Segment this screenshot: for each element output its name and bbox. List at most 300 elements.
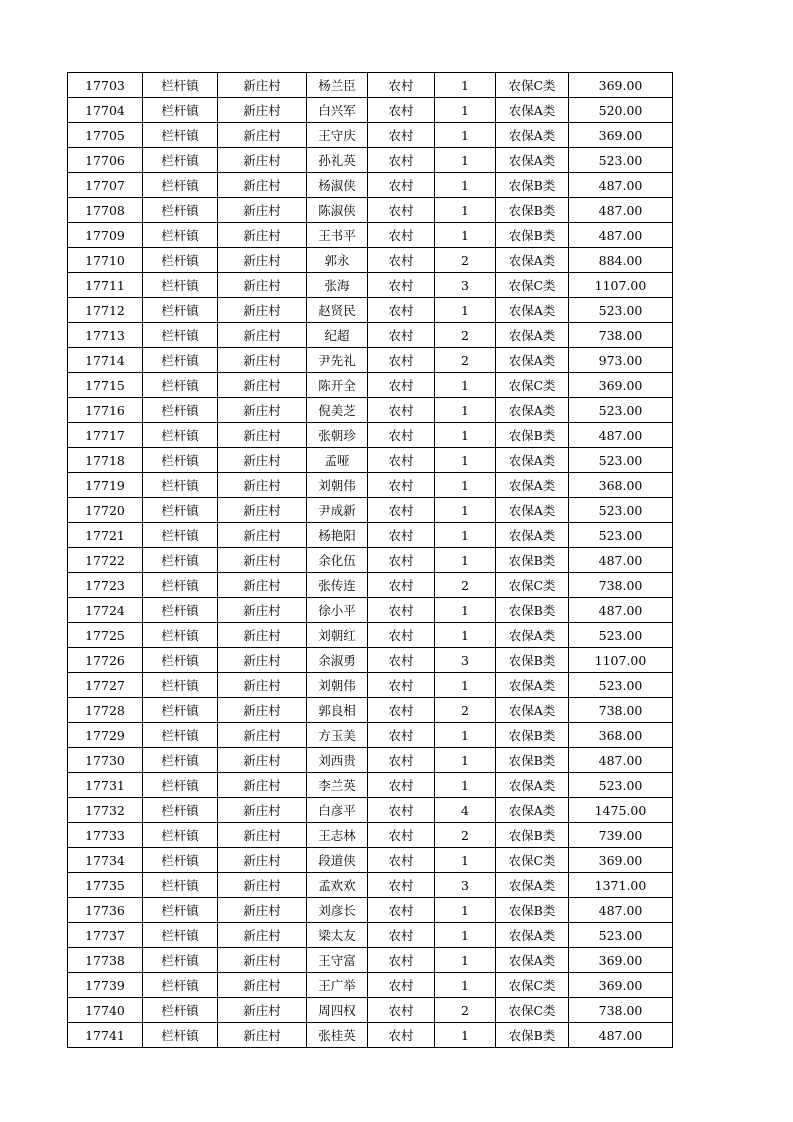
data-table (67, 72, 673, 1048)
table-row (68, 198, 673, 223)
count-cell: 1 (435, 473, 496, 498)
area-type-cell: 农村 (368, 773, 435, 798)
area-type-cell: 农村 (368, 198, 435, 223)
record-id-cell: 17739 (68, 973, 143, 998)
insurance-class-cell: 农保A类 (496, 473, 569, 498)
amount-cell: 487.00 (569, 898, 673, 923)
count-cell: 1 (435, 123, 496, 148)
town-cell: 栏杆镇 (143, 573, 218, 598)
record-id-cell: 17712 (68, 298, 143, 323)
village-cell: 新庄村 (218, 348, 307, 373)
village-cell: 新庄村 (218, 598, 307, 623)
area-type-cell: 农村 (368, 548, 435, 573)
count-cell: 1 (435, 298, 496, 323)
area-type-cell: 农村 (368, 73, 435, 98)
insurance-class-cell: 农保A类 (496, 523, 569, 548)
amount-cell: 739.00 (569, 823, 673, 848)
area-type-cell: 农村 (368, 798, 435, 823)
village-cell: 新庄村 (218, 423, 307, 448)
record-id-cell: 17741 (68, 1023, 143, 1048)
amount-cell: 523.00 (569, 298, 673, 323)
amount-cell: 523.00 (569, 498, 673, 523)
town-cell: 栏杆镇 (143, 448, 218, 473)
count-cell: 1 (435, 223, 496, 248)
insurance-class-cell: 农保A类 (496, 873, 569, 898)
insurance-class-cell: 农保A类 (496, 948, 569, 973)
amount-cell: 487.00 (569, 598, 673, 623)
area-type-cell: 农村 (368, 98, 435, 123)
record-id-cell: 17728 (68, 698, 143, 723)
name-cell: 梁太友 (307, 923, 368, 948)
insurance-class-cell: 农保A类 (496, 448, 569, 473)
town-cell: 栏杆镇 (143, 698, 218, 723)
village-cell: 新庄村 (218, 848, 307, 873)
area-type-cell: 农村 (368, 948, 435, 973)
name-cell: 尹成新 (307, 498, 368, 523)
amount-cell: 487.00 (569, 198, 673, 223)
area-type-cell: 农村 (368, 448, 435, 473)
amount-cell: 369.00 (569, 848, 673, 873)
table-row (68, 223, 673, 248)
area-type-cell: 农村 (368, 523, 435, 548)
count-cell: 1 (435, 198, 496, 223)
village-cell: 新庄村 (218, 673, 307, 698)
town-cell: 栏杆镇 (143, 1023, 218, 1048)
area-type-cell: 农村 (368, 248, 435, 273)
count-cell: 1 (435, 173, 496, 198)
name-cell: 孙礼英 (307, 148, 368, 173)
village-cell: 新庄村 (218, 98, 307, 123)
insurance-class-cell: 农保A类 (496, 698, 569, 723)
name-cell: 王志林 (307, 823, 368, 848)
amount-cell: 487.00 (569, 223, 673, 248)
town-cell: 栏杆镇 (143, 973, 218, 998)
town-cell: 栏杆镇 (143, 998, 218, 1023)
count-cell: 3 (435, 648, 496, 673)
town-cell: 栏杆镇 (143, 398, 218, 423)
amount-cell: 369.00 (569, 73, 673, 98)
village-cell: 新庄村 (218, 798, 307, 823)
area-type-cell: 农村 (368, 898, 435, 923)
town-cell: 栏杆镇 (143, 898, 218, 923)
name-cell: 刘彦长 (307, 898, 368, 923)
name-cell: 孟哑 (307, 448, 368, 473)
insurance-class-cell: 农保A类 (496, 348, 569, 373)
area-type-cell: 农村 (368, 273, 435, 298)
insurance-class-cell: 农保B类 (496, 723, 569, 748)
amount-cell: 1475.00 (569, 798, 673, 823)
town-cell: 栏杆镇 (143, 623, 218, 648)
amount-cell: 487.00 (569, 748, 673, 773)
insurance-class-cell: 农保A类 (496, 923, 569, 948)
table-row (68, 573, 673, 598)
record-id-cell: 17731 (68, 773, 143, 798)
town-cell: 栏杆镇 (143, 598, 218, 623)
name-cell: 刘西贵 (307, 748, 368, 773)
town-cell: 栏杆镇 (143, 673, 218, 698)
record-id-cell: 17737 (68, 923, 143, 948)
record-id-cell: 17730 (68, 748, 143, 773)
count-cell: 1 (435, 523, 496, 548)
record-id-cell: 17715 (68, 373, 143, 398)
record-id-cell: 17713 (68, 323, 143, 348)
village-cell: 新庄村 (218, 973, 307, 998)
amount-cell: 1107.00 (569, 648, 673, 673)
area-type-cell: 农村 (368, 298, 435, 323)
village-cell: 新庄村 (218, 73, 307, 98)
record-id-cell: 17716 (68, 398, 143, 423)
record-id-cell: 17703 (68, 73, 143, 98)
village-cell: 新庄村 (218, 948, 307, 973)
amount-cell: 523.00 (569, 673, 673, 698)
insurance-class-cell: 农保A类 (496, 323, 569, 348)
area-type-cell: 农村 (368, 348, 435, 373)
village-cell: 新庄村 (218, 498, 307, 523)
area-type-cell: 农村 (368, 623, 435, 648)
table-row (68, 673, 673, 698)
name-cell: 郭良相 (307, 698, 368, 723)
town-cell: 栏杆镇 (143, 148, 218, 173)
record-id-cell: 17735 (68, 873, 143, 898)
table-row (68, 498, 673, 523)
village-cell: 新庄村 (218, 173, 307, 198)
amount-cell: 523.00 (569, 148, 673, 173)
area-type-cell: 农村 (368, 148, 435, 173)
table-row (68, 248, 673, 273)
record-id-cell: 17706 (68, 148, 143, 173)
insurance-class-cell: 农保B类 (496, 748, 569, 773)
name-cell: 张传连 (307, 573, 368, 598)
name-cell: 陈淑侠 (307, 198, 368, 223)
insurance-class-cell: 农保B类 (496, 548, 569, 573)
village-cell: 新庄村 (218, 548, 307, 573)
town-cell: 栏杆镇 (143, 73, 218, 98)
amount-cell: 487.00 (569, 1023, 673, 1048)
insurance-class-cell: 农保A类 (496, 623, 569, 648)
record-id-cell: 17720 (68, 498, 143, 523)
name-cell: 赵贤民 (307, 298, 368, 323)
insurance-class-cell: 农保C类 (496, 973, 569, 998)
amount-cell: 523.00 (569, 623, 673, 648)
amount-cell: 523.00 (569, 398, 673, 423)
insurance-class-cell: 农保C类 (496, 848, 569, 873)
town-cell: 栏杆镇 (143, 473, 218, 498)
town-cell: 栏杆镇 (143, 748, 218, 773)
area-type-cell: 农村 (368, 323, 435, 348)
name-cell: 陈开全 (307, 373, 368, 398)
village-cell: 新庄村 (218, 723, 307, 748)
record-id-cell: 17729 (68, 723, 143, 748)
table-row (68, 348, 673, 373)
name-cell: 白彦平 (307, 798, 368, 823)
name-cell: 王守富 (307, 948, 368, 973)
insurance-class-cell: 农保B类 (496, 423, 569, 448)
insurance-class-cell: 农保A类 (496, 98, 569, 123)
count-cell: 1 (435, 948, 496, 973)
table-row (68, 698, 673, 723)
table-row (68, 798, 673, 823)
name-cell: 孟欢欢 (307, 873, 368, 898)
village-cell: 新庄村 (218, 773, 307, 798)
area-type-cell: 农村 (368, 398, 435, 423)
record-id-cell: 17717 (68, 423, 143, 448)
area-type-cell: 农村 (368, 173, 435, 198)
town-cell: 栏杆镇 (143, 773, 218, 798)
village-cell: 新庄村 (218, 273, 307, 298)
town-cell: 栏杆镇 (143, 873, 218, 898)
village-cell: 新庄村 (218, 298, 307, 323)
insurance-class-cell: 农保C类 (496, 573, 569, 598)
table-row (68, 873, 673, 898)
town-cell: 栏杆镇 (143, 348, 218, 373)
village-cell: 新庄村 (218, 123, 307, 148)
table-row (68, 398, 673, 423)
table-row (68, 523, 673, 548)
insurance-class-cell: 农保B类 (496, 198, 569, 223)
name-cell: 郭永 (307, 248, 368, 273)
amount-cell: 523.00 (569, 448, 673, 473)
town-cell: 栏杆镇 (143, 173, 218, 198)
insurance-class-cell: 农保A类 (496, 248, 569, 273)
record-id-cell: 17722 (68, 548, 143, 573)
amount-cell: 884.00 (569, 248, 673, 273)
amount-cell: 369.00 (569, 373, 673, 398)
area-type-cell: 农村 (368, 673, 435, 698)
record-id-cell: 17710 (68, 248, 143, 273)
name-cell: 余淑勇 (307, 648, 368, 673)
village-cell: 新庄村 (218, 623, 307, 648)
insurance-class-cell: 农保C类 (496, 73, 569, 98)
town-cell: 栏杆镇 (143, 648, 218, 673)
record-id-cell: 17709 (68, 223, 143, 248)
village-cell: 新庄村 (218, 473, 307, 498)
village-cell: 新庄村 (218, 873, 307, 898)
village-cell: 新庄村 (218, 223, 307, 248)
insurance-class-cell: 农保A类 (496, 148, 569, 173)
record-id-cell: 17725 (68, 623, 143, 648)
name-cell: 刘朝伟 (307, 473, 368, 498)
area-type-cell: 农村 (368, 923, 435, 948)
insurance-class-cell: 农保C类 (496, 998, 569, 1023)
name-cell: 刘朝红 (307, 623, 368, 648)
table-row (68, 648, 673, 673)
table-row (68, 848, 673, 873)
count-cell: 1 (435, 498, 496, 523)
village-cell: 新庄村 (218, 148, 307, 173)
table-row (68, 823, 673, 848)
area-type-cell: 农村 (368, 573, 435, 598)
count-cell: 3 (435, 873, 496, 898)
count-cell: 1 (435, 848, 496, 873)
village-cell: 新庄村 (218, 698, 307, 723)
table-row (68, 323, 673, 348)
record-id-cell: 17714 (68, 348, 143, 373)
record-id-cell: 17736 (68, 898, 143, 923)
name-cell: 刘朝伟 (307, 673, 368, 698)
amount-cell: 487.00 (569, 423, 673, 448)
village-cell: 新庄村 (218, 398, 307, 423)
insurance-class-cell: 农保C类 (496, 373, 569, 398)
record-id-cell: 17733 (68, 823, 143, 848)
table-row (68, 598, 673, 623)
name-cell: 徐小平 (307, 598, 368, 623)
record-id-cell: 17727 (68, 673, 143, 698)
amount-cell: 487.00 (569, 548, 673, 573)
name-cell: 王守庆 (307, 123, 368, 148)
insurance-class-cell: 农保A类 (496, 498, 569, 523)
name-cell: 白兴军 (307, 98, 368, 123)
table-row (68, 273, 673, 298)
table-row (68, 98, 673, 123)
village-cell: 新庄村 (218, 573, 307, 598)
count-cell: 1 (435, 673, 496, 698)
town-cell: 栏杆镇 (143, 823, 218, 848)
insurance-class-cell: 农保A类 (496, 298, 569, 323)
village-cell: 新庄村 (218, 448, 307, 473)
count-cell: 2 (435, 998, 496, 1023)
village-cell: 新庄村 (218, 1023, 307, 1048)
insurance-class-cell: 农保B类 (496, 1023, 569, 1048)
table-row (68, 748, 673, 773)
insurance-class-cell: 农保A类 (496, 398, 569, 423)
table-row (68, 148, 673, 173)
record-id-cell: 17740 (68, 998, 143, 1023)
town-cell: 栏杆镇 (143, 948, 218, 973)
record-id-cell: 17711 (68, 273, 143, 298)
town-cell: 栏杆镇 (143, 498, 218, 523)
town-cell: 栏杆镇 (143, 198, 218, 223)
amount-cell: 523.00 (569, 773, 673, 798)
record-id-cell: 17719 (68, 473, 143, 498)
count-cell: 1 (435, 448, 496, 473)
amount-cell: 520.00 (569, 98, 673, 123)
count-cell: 2 (435, 698, 496, 723)
count-cell: 1 (435, 748, 496, 773)
table-row (68, 123, 673, 148)
table-row (68, 423, 673, 448)
town-cell: 栏杆镇 (143, 98, 218, 123)
amount-cell: 523.00 (569, 523, 673, 548)
town-cell: 栏杆镇 (143, 273, 218, 298)
table-row (68, 298, 673, 323)
area-type-cell: 农村 (368, 373, 435, 398)
count-cell: 4 (435, 798, 496, 823)
table-row (68, 773, 673, 798)
town-cell: 栏杆镇 (143, 723, 218, 748)
count-cell: 1 (435, 898, 496, 923)
amount-cell: 1107.00 (569, 273, 673, 298)
area-type-cell: 农村 (368, 473, 435, 498)
insurance-class-cell: 农保A类 (496, 798, 569, 823)
area-type-cell: 农村 (368, 648, 435, 673)
count-cell: 1 (435, 373, 496, 398)
insurance-class-cell: 农保B类 (496, 898, 569, 923)
table-row (68, 1023, 673, 1048)
record-id-cell: 17721 (68, 523, 143, 548)
count-cell: 1 (435, 723, 496, 748)
area-type-cell: 农村 (368, 748, 435, 773)
amount-cell: 523.00 (569, 923, 673, 948)
count-cell: 1 (435, 623, 496, 648)
insurance-class-cell: 农保B类 (496, 173, 569, 198)
table-row (68, 448, 673, 473)
village-cell: 新庄村 (218, 823, 307, 848)
record-id-cell: 17724 (68, 598, 143, 623)
name-cell: 周四权 (307, 998, 368, 1023)
record-id-cell: 17704 (68, 98, 143, 123)
village-cell: 新庄村 (218, 648, 307, 673)
insurance-class-cell: 农保C类 (496, 273, 569, 298)
record-id-cell: 17723 (68, 573, 143, 598)
count-cell: 1 (435, 773, 496, 798)
amount-cell: 738.00 (569, 323, 673, 348)
count-cell: 1 (435, 973, 496, 998)
table-body (68, 73, 673, 1048)
name-cell: 张桂英 (307, 1023, 368, 1048)
village-cell: 新庄村 (218, 923, 307, 948)
table-row (68, 723, 673, 748)
amount-cell: 369.00 (569, 123, 673, 148)
record-id-cell: 17738 (68, 948, 143, 973)
table-row (68, 923, 673, 948)
town-cell: 栏杆镇 (143, 523, 218, 548)
town-cell: 栏杆镇 (143, 923, 218, 948)
name-cell: 余化伍 (307, 548, 368, 573)
area-type-cell: 农村 (368, 873, 435, 898)
insurance-class-cell: 农保B类 (496, 823, 569, 848)
village-cell: 新庄村 (218, 898, 307, 923)
town-cell: 栏杆镇 (143, 298, 218, 323)
amount-cell: 973.00 (569, 348, 673, 373)
count-cell: 1 (435, 98, 496, 123)
name-cell: 张海 (307, 273, 368, 298)
town-cell: 栏杆镇 (143, 373, 218, 398)
amount-cell: 738.00 (569, 698, 673, 723)
count-cell: 1 (435, 598, 496, 623)
village-cell: 新庄村 (218, 748, 307, 773)
town-cell: 栏杆镇 (143, 548, 218, 573)
village-cell: 新庄村 (218, 373, 307, 398)
count-cell: 1 (435, 73, 496, 98)
insurance-class-cell: 农保B类 (496, 598, 569, 623)
area-type-cell: 农村 (368, 1023, 435, 1048)
area-type-cell: 农村 (368, 823, 435, 848)
count-cell: 2 (435, 323, 496, 348)
count-cell: 1 (435, 923, 496, 948)
record-id-cell: 17705 (68, 123, 143, 148)
count-cell: 1 (435, 1023, 496, 1048)
record-id-cell: 17734 (68, 848, 143, 873)
amount-cell: 487.00 (569, 173, 673, 198)
town-cell: 栏杆镇 (143, 223, 218, 248)
table-row (68, 73, 673, 98)
name-cell: 李兰英 (307, 773, 368, 798)
record-id-cell: 17718 (68, 448, 143, 473)
area-type-cell: 农村 (368, 723, 435, 748)
village-cell: 新庄村 (218, 998, 307, 1023)
area-type-cell: 农村 (368, 223, 435, 248)
table-row (68, 623, 673, 648)
village-cell: 新庄村 (218, 323, 307, 348)
name-cell: 段道侠 (307, 848, 368, 873)
table-row (68, 898, 673, 923)
name-cell: 杨兰臣 (307, 73, 368, 98)
town-cell: 栏杆镇 (143, 423, 218, 448)
amount-cell: 738.00 (569, 998, 673, 1023)
record-id-cell: 17707 (68, 173, 143, 198)
insurance-class-cell: 农保B类 (496, 648, 569, 673)
area-type-cell: 农村 (368, 123, 435, 148)
